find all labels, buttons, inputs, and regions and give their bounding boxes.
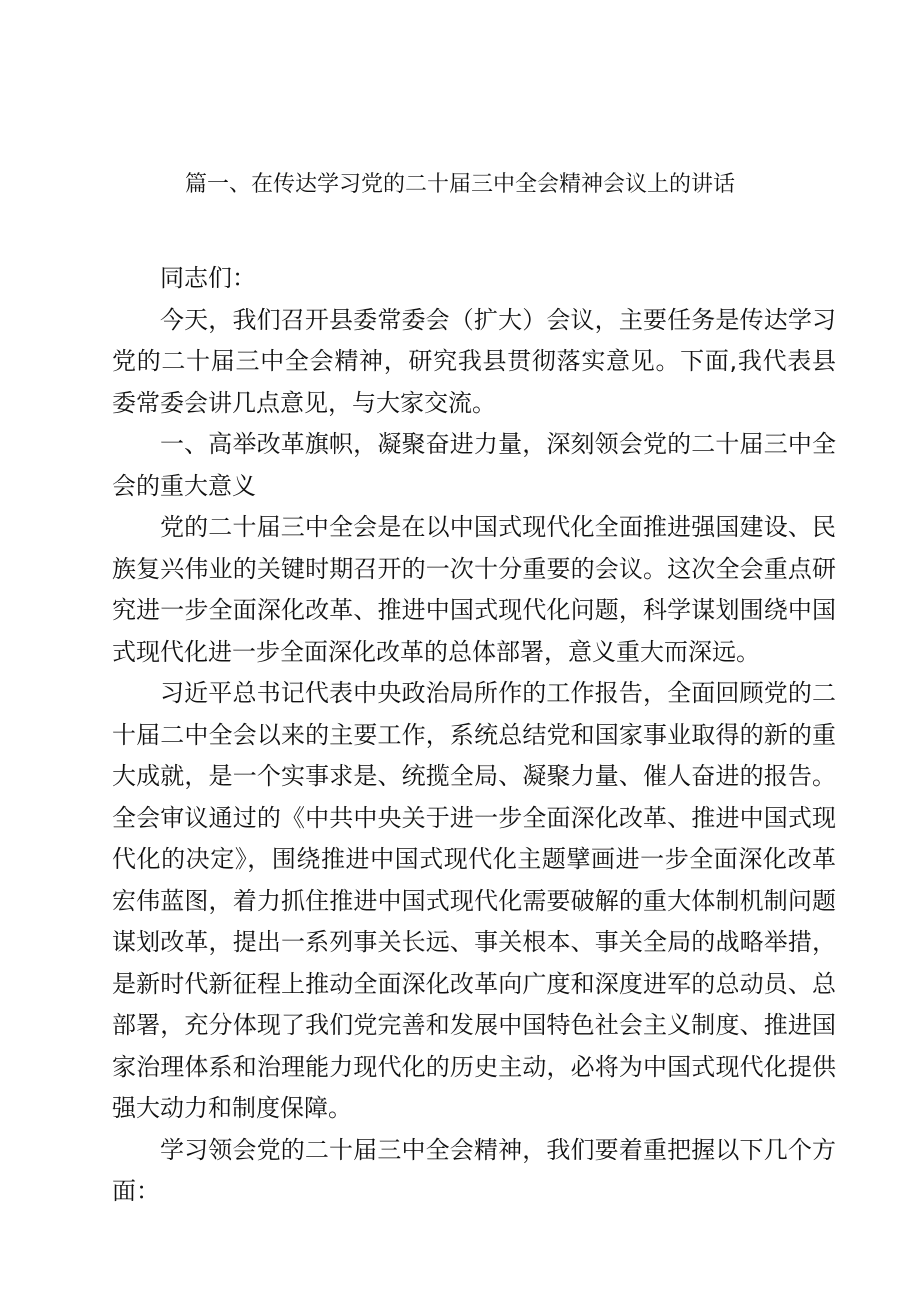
- section-heading-1: 一、高举改革旗帜，凝聚奋进力量，深刻领会党的二十届三中全会的重大意义: [112, 430, 836, 500]
- salutation: 同志们：: [160, 264, 256, 292]
- paragraph-significance: 党的二十届三中全会是在以中国式现代化全面推进强国建设、民族复兴伟业的关键时期召开的一次十分重要的会议。这次全会重点研究进一步全面深化改革、推进中国式现代化问题，科学谋划围绕中国式现代化进一步全面深化改革的总体部署，意义重大而深远。: [112, 513, 836, 666]
- paragraph-key-points: 学习领会党的二十届三中全会精神，我们要着重把握以下几个方面：: [112, 1135, 836, 1205]
- document-body: [112, 258, 836, 1213]
- paragraph-opening: 今天，我们召开县委常委会（扩大）会议，主要任务是传达学习党的二十届三中全会精神，研究我县贯彻落实意见。下面,我代表县委常委会讲几点意见，与大家交流。: [112, 305, 836, 417]
- paragraph-report: 习近平总书记代表中央政治局所作的工作报告，全面回顾党的二十届二中全会以来的主要工作，系统总结党和国家事业取得的新的重大成就，是一个实事求是、统揽全局、凝聚力量、催人奋进的报告。全会审议通过的《中共中央关于进一步全面深化改革、推进中国式现代化的决定》，围绕推进中国式现代化主题擘画进一步全面深化改革宏伟蓝图，着力抓住推进中国式现代化需要破解的重大体制机制问题谋划改革，提出一系列事关长远、事关根本、事关全局的战略举措，是新时代新征程上推动全面深化改革向广度和深度进军的总动员、总部署，充分体现了我们党完善和发展中国特色社会主义制度、推进国家治理体系和治理能力现代化的历史主动，必将为中国式现代化提供强大动力和制度保障。: [112, 679, 836, 1122]
- document-title: 篇一、在传达学习党的二十届三中全会精神会议上的讲话: [184, 172, 735, 197]
